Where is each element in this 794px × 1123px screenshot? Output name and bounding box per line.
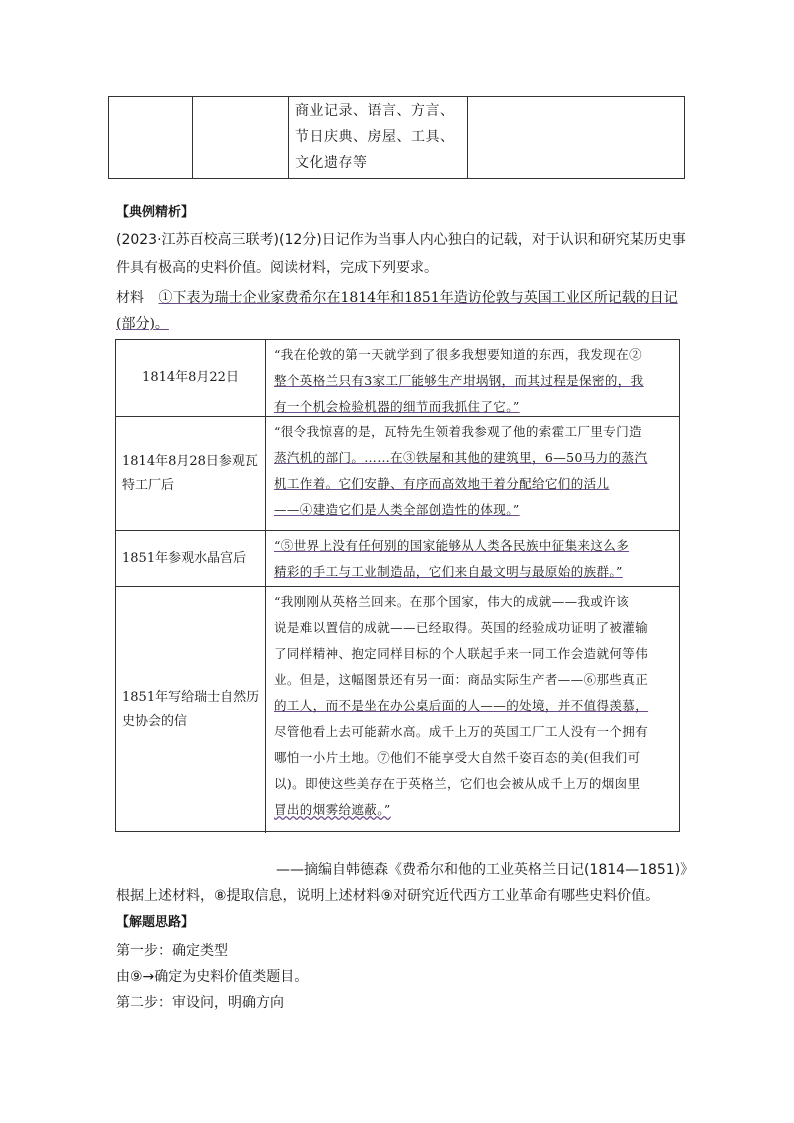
row-line: 以)。即使这些美存在于英格兰，它们也会被从成千上万的烟囱里 xyxy=(274,776,641,791)
table-cell xyxy=(109,97,193,178)
table-cell xyxy=(289,97,468,178)
material-intro-text xyxy=(158,290,677,306)
row-date: 1851年写给瑞士自然历史协会的信 xyxy=(116,587,266,833)
step1-title: 第一步：确定类型 xyxy=(116,943,228,959)
row-line: 蒸汽机的部门。……在③铁屋和其他的建筑里，6—50马力的蒸汽 xyxy=(274,450,648,465)
question-line-2: 件具有极高的史料价值。阅读材料，完成下列要求。 xyxy=(116,260,438,276)
material-intro-underlined-2: (部分)。 xyxy=(116,316,169,332)
table-cell xyxy=(193,97,289,178)
row-content xyxy=(266,340,679,416)
section-heading-thinking: 【解题思路】 xyxy=(116,915,195,930)
source-note: ——摘编自韩德森《费希尔和他的工业英格兰日记(1814—1851)》 xyxy=(276,862,695,878)
row-line: “我刚刚从英格兰回来。在那个国家，伟大的成就——我或许该 xyxy=(274,594,630,609)
table-row xyxy=(116,417,679,531)
row-line: “我在伦敦的第一天就学到了很多我想要知道的东西，我发现在② xyxy=(274,347,642,362)
row-content xyxy=(266,417,679,530)
row-line: 冒出的烟雾给遮蔽。” xyxy=(274,802,391,817)
row-date: 1851年参观水晶宫后 xyxy=(116,531,266,586)
row-line: 有一个机会检验机器的细节而我抓住了它。” xyxy=(274,399,520,414)
row-line: 机工作着。它们安静、有序而高效地干着分配给它们的活儿 xyxy=(274,476,610,491)
row-content xyxy=(266,531,679,586)
material-intro-underlined: ①下表为瑞士企业家费希尔在1814年和1851年造访伦敦与英国工业区所记载的日记 xyxy=(158,290,678,306)
step2-title: 第二步：审设问，明确方向 xyxy=(116,995,284,1011)
row-line: 尽管他看上去可能薪水高。成千上万的英国工厂工人没有一个拥有 xyxy=(274,724,649,739)
row-line: 哪怕一小片土地。⑦他们不能享受大自然千姿百态的美(但我们可 xyxy=(274,750,641,765)
row-line: 了同样精神、抱定同样目标的个人联起手来一同工作会造就何等伟 xyxy=(274,646,649,661)
table-cell xyxy=(468,97,684,178)
row-line: “很令我惊喜的是，瓦特先生领着我参观了他的索霍工厂里专门造 xyxy=(274,424,642,439)
table-row xyxy=(116,587,679,833)
row-content xyxy=(266,587,679,833)
table-row xyxy=(116,340,679,417)
table-cell-text: 商业记录、语言、方言、节日庆典、房屋、工具、文化遗存等 xyxy=(295,103,455,171)
row-date: 1814年8月28日参观瓦特工厂后 xyxy=(116,417,266,530)
row-line: ——④建造它们是人类全部创造性的体现。” xyxy=(274,502,520,517)
material-table xyxy=(115,339,680,832)
table-row xyxy=(116,531,679,587)
row-line: 整个英格兰只有3家工厂能够生产坩埚钢，而其过程是保密的，我 xyxy=(274,373,644,388)
row-line: 业。但是，这幅图景还有另一面：商品实际生产者——⑥那些真正 xyxy=(274,672,649,687)
row-line: 说是难以置信的成就——已经取得。英国的经验成功证明了被灌输 xyxy=(274,620,649,635)
row-line: “⑤世界上没有任何别的国家能够从人类各民族中征集来这么多 xyxy=(274,538,630,553)
section-heading-example: 【典例精析】 xyxy=(116,205,195,220)
row-date: 1814年8月22日 xyxy=(116,340,266,416)
material-label: 材料 xyxy=(116,290,144,306)
task-prompt: 根据上述材料，⑧提取信息，说明上述材料⑨对研究近代西方工业革命有哪些史料价值。 xyxy=(116,888,660,904)
material-intro-line-2 xyxy=(116,314,169,334)
top-table-fragment xyxy=(108,96,685,179)
question-line-1: (2023·江苏百校高三联考)(12分)日记作为当事人内心独白的记载，对于认识和研究某历史事 xyxy=(116,232,686,248)
row-line: 精彩的手工与工业制造品，它们来自最文明与最原始的族群。” xyxy=(274,564,623,579)
row-line: 的工人，而不是坐在办公桌后面的人——的处境，并不值得羡慕， xyxy=(274,698,649,713)
material-intro-line-1 xyxy=(116,288,678,308)
step1-body: 由⑨→确定为史料价值类题目。 xyxy=(116,969,309,985)
